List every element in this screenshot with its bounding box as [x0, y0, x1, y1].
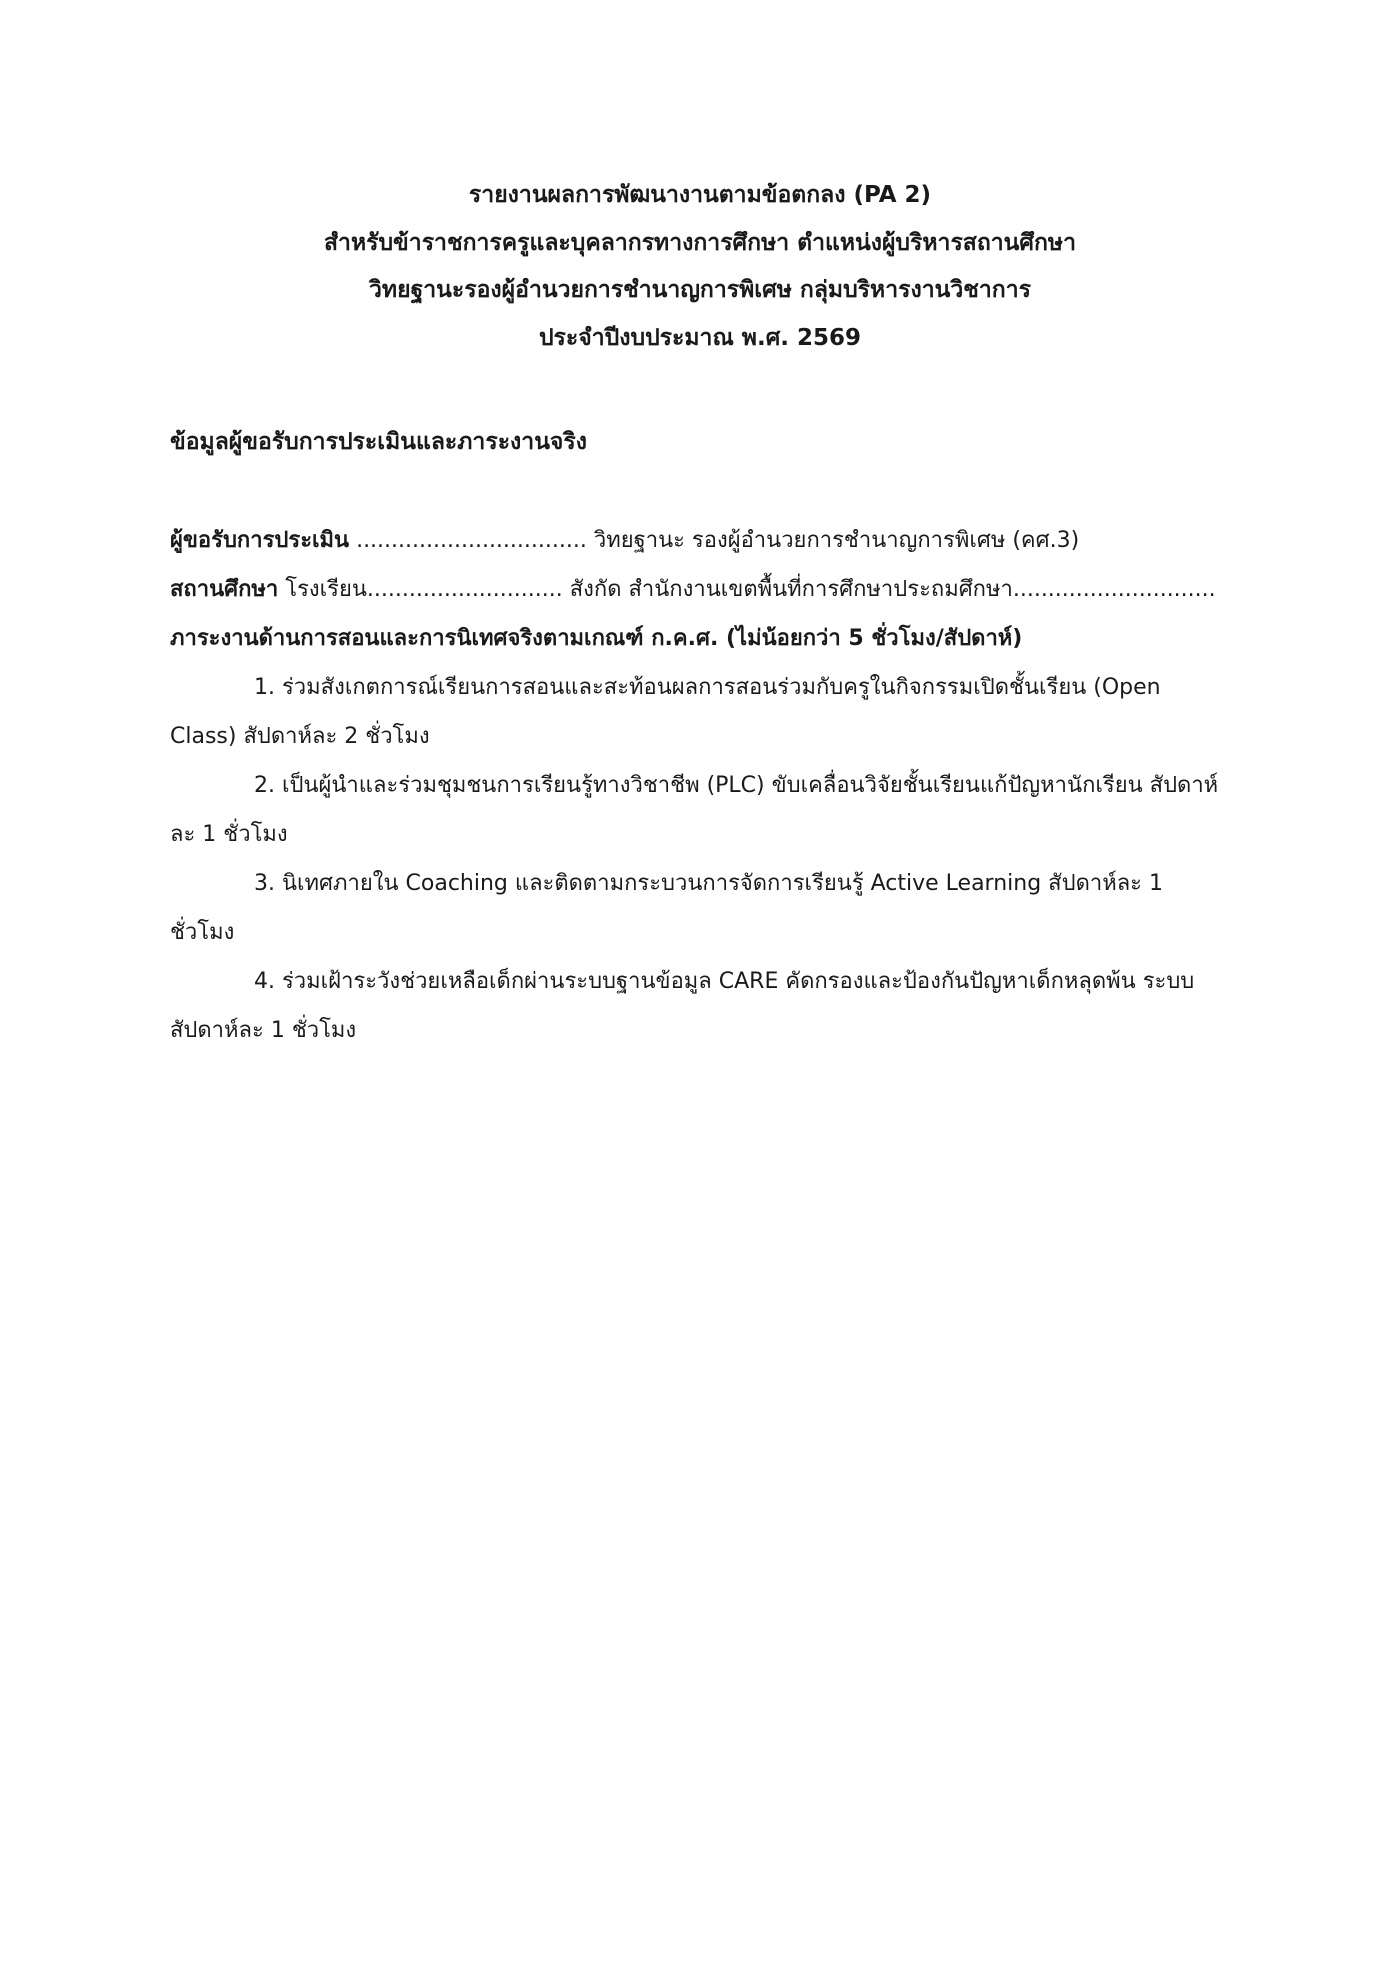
school-label: สถานศึกษา	[170, 577, 279, 602]
applicant-row	[170, 516, 1230, 565]
applicant-value: ................................. วิทยฐานะ รองผู้อำนวยการชำนาญการพิเศษ (คศ.3)	[349, 528, 1080, 553]
workload-item-3: 3. นิเทศภายใน Coaching และติดตามกระบวนการจัดการเรียนรู้ Active Learning สัปดาห์ละ 1 ชั่วโมง	[170, 871, 1163, 945]
workload-heading: ภาระงานด้านการสอนและการนิเทศจริงตามเกณฑ์ ก.ค.ศ. (ไม่น้อยกว่า 5 ชั่วโมง/สัปดาห์)	[170, 626, 1023, 651]
document-body	[170, 418, 1230, 1055]
workload-item-4: 4. ร่วมเฝ้าระวังช่วยเหลือเด็กผ่านระบบฐานข้อมูล CARE คัดกรองและป้องกันปัญหาเด็กหลุดพ้น ระบบ สัปดาห์ละ 1 ชั่วโมง	[170, 969, 1195, 1043]
document-header	[0, 172, 1400, 362]
title-line-2: สำหรับข้าราชการครูและบุคลากรทางการศึกษา ตำแหน่งผู้บริหารสถานศึกษา	[323, 229, 1077, 256]
workload-item-1: 1. ร่วมสังเกตการณ์เรียนการสอนและสะท้อนผลการสอนร่วมกับครูในกิจกรรมเปิดชั้นเรียน (Open Class) สัปดาห์ละ 2 ชั่วโมง	[170, 675, 1161, 749]
applicant-label: ผู้ขอรับการประเมิน	[170, 528, 350, 553]
title-line-4: ประจำปีงบประมาณ พ.ศ. 2569	[538, 324, 862, 351]
section-title: ข้อมูลผู้ขอรับการประเมินและภาระงานจริง	[170, 429, 587, 455]
school-row	[170, 565, 1230, 614]
title-line-1: รายงานผลการพัฒนางานตามข้อตกลง (PA 2)	[468, 182, 932, 208]
title-line-3: วิทยฐานะรองผู้อำนวยการชำนาญการพิเศษ กลุ่มบริหารงานวิชาการ	[369, 277, 1031, 303]
workload-item-2: 2. เป็นผู้นำและร่วมชุมชนการเรียนรู้ทางวิชาชีพ (PLC) ขับเคลื่อนวิจัยชั้นเรียนแก้ปัญหานักเรียน สัปดาห์ละ 1 ชั่วโมง	[170, 773, 1219, 847]
school-value: โรงเรียน............................ สังกัด สำนักงานเขตพื้นที่การศึกษาประถมศึกษา.............................	[278, 577, 1216, 602]
